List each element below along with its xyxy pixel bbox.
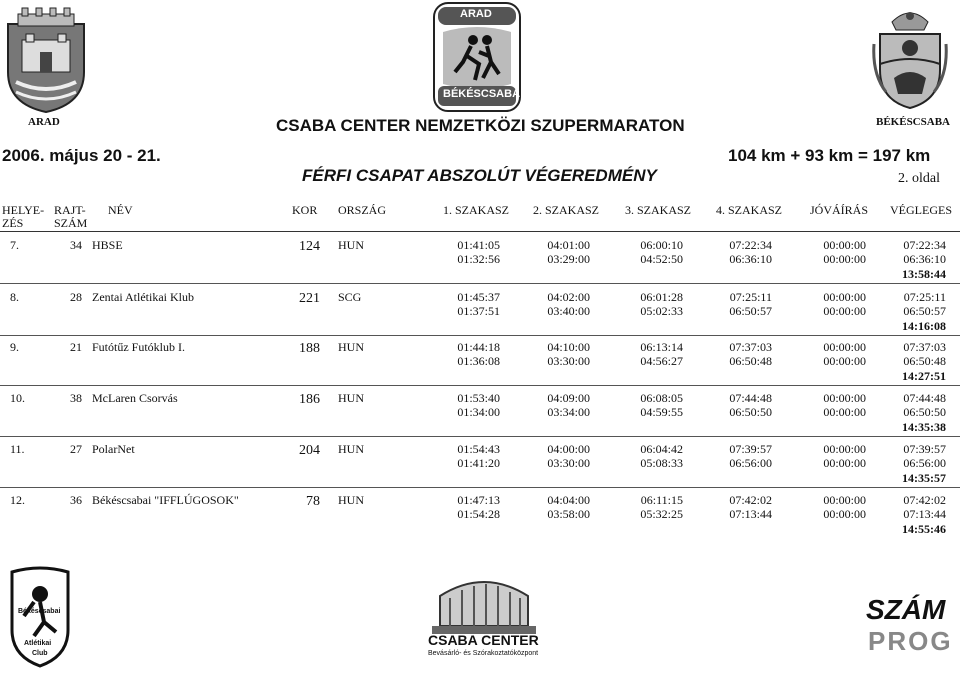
row-time-b: 03:30:00 bbox=[547, 354, 590, 368]
row-time-a: 07:37:03 bbox=[903, 340, 946, 354]
row-time-b: 00:00:00 bbox=[823, 507, 866, 521]
row-team-name: McLaren Csorvás bbox=[92, 391, 178, 405]
row-total-time: 14:35:57 bbox=[902, 471, 946, 485]
row-time-a: 04:00:00 bbox=[547, 442, 590, 456]
row-place: 9. bbox=[10, 340, 19, 354]
row-place: 10. bbox=[10, 391, 25, 405]
sponsor-tagline: Bevásárló- és Szórakoztatóközpont bbox=[428, 650, 539, 657]
row-time-b: 01:32:56 bbox=[457, 252, 500, 266]
city-right-label: BÉKÉSCSABA bbox=[876, 116, 950, 128]
row-country: HUN bbox=[338, 442, 364, 456]
row-age: 186 bbox=[299, 392, 320, 407]
row-time-a: 07:22:34 bbox=[903, 238, 946, 252]
col-final: VÉGLEGES bbox=[890, 203, 952, 217]
row-total-time: 14:16:08 bbox=[902, 319, 946, 333]
row-time-b: 03:29:00 bbox=[547, 252, 590, 266]
row-country: HUN bbox=[338, 493, 364, 507]
results-subtitle: FÉRFI CSAPAT ABSZOLÚT VÉGEREDMÉNY bbox=[302, 166, 657, 185]
row-time-a: 07:42:02 bbox=[729, 493, 772, 507]
city-left-label: ARAD bbox=[28, 116, 60, 128]
row-time-b: 01:54:28 bbox=[457, 507, 500, 521]
col-stage-4: 4. SZAKASZ bbox=[716, 203, 783, 217]
row-time-a: 07:44:48 bbox=[729, 391, 772, 405]
row-time-b: 03:58:00 bbox=[547, 507, 590, 521]
row-time-a: 01:54:43 bbox=[457, 442, 500, 456]
row-bib: 34 bbox=[70, 238, 82, 252]
club-logo-text-2: Atlétikai bbox=[24, 640, 52, 647]
row-time-a: 04:02:00 bbox=[547, 290, 590, 304]
row-country: HUN bbox=[338, 391, 364, 405]
row-time-a: 00:00:00 bbox=[823, 340, 866, 354]
row-time-b: 00:00:00 bbox=[823, 354, 866, 368]
sponsor-name: CSABA CENTER bbox=[428, 632, 539, 648]
row-time-a: 01:45:37 bbox=[457, 290, 500, 304]
row-time-a: 04:01:00 bbox=[547, 238, 590, 252]
row-total-time: 14:55:46 bbox=[902, 522, 946, 536]
row-team-name: Futótűz Futóklub I. bbox=[92, 340, 186, 354]
row-time-b: 01:34:00 bbox=[457, 405, 500, 419]
row-time-b: 00:00:00 bbox=[823, 405, 866, 419]
row-time-a: 04:09:00 bbox=[547, 391, 590, 405]
row-time-a: 07:22:34 bbox=[729, 238, 772, 252]
row-place: 7. bbox=[10, 238, 19, 252]
event-date: 2006. május 20 - 21. bbox=[2, 146, 161, 165]
row-total-time: 13:58:44 bbox=[902, 267, 946, 281]
row-time-a: 06:11:15 bbox=[640, 493, 683, 507]
col-stage-1: 1. SZAKASZ bbox=[443, 203, 510, 217]
arad-coat-of-arms-logo bbox=[2, 6, 90, 114]
row-time-b: 07:13:44 bbox=[903, 507, 946, 521]
row-time-b: 00:00:00 bbox=[823, 252, 866, 266]
row-time-a: 04:04:00 bbox=[547, 493, 590, 507]
row-time-b: 06:50:50 bbox=[903, 405, 946, 419]
row-bib: 38 bbox=[70, 391, 82, 405]
row-place: 12. bbox=[10, 493, 25, 507]
row-time-a: 01:53:40 bbox=[457, 391, 500, 405]
row-bib: 36 bbox=[70, 493, 82, 507]
row-time-a: 07:39:57 bbox=[903, 442, 946, 456]
row-place: 8. bbox=[10, 290, 19, 304]
row-separator bbox=[0, 283, 960, 284]
row-separator bbox=[0, 335, 960, 336]
row-time-b: 06:50:50 bbox=[729, 405, 772, 419]
row-time-b: 04:59:55 bbox=[640, 405, 683, 419]
col-age: KOR bbox=[292, 203, 318, 217]
col-stage-3: 3. SZAKASZ bbox=[625, 203, 692, 217]
row-time-b: 01:37:51 bbox=[457, 304, 500, 318]
row-time-a: 07:25:11 bbox=[903, 290, 946, 304]
club-logo-text-3: Club bbox=[32, 650, 48, 657]
row-time-b: 00:00:00 bbox=[823, 456, 866, 470]
row-time-b: 06:36:10 bbox=[729, 252, 772, 266]
row-time-b: 05:32:25 bbox=[640, 507, 683, 521]
page-number: 2. oldal bbox=[898, 171, 940, 186]
col-bib-2: SZÁM bbox=[54, 216, 88, 230]
event-distance: 104 km + 93 km = 197 km bbox=[728, 146, 931, 165]
row-time-a: 06:08:05 bbox=[640, 391, 683, 405]
row-time-b: 04:52:50 bbox=[640, 252, 683, 266]
logo-bottom-text: BÉKÉSCSABA bbox=[443, 88, 521, 100]
row-time-a: 01:41:05 bbox=[457, 238, 500, 252]
row-bib: 21 bbox=[70, 340, 82, 354]
row-time-a: 00:00:00 bbox=[823, 391, 866, 405]
col-bib: RAJT- bbox=[54, 203, 86, 217]
bekescsaba-coat-of-arms-logo bbox=[872, 4, 948, 112]
row-time-b: 04:56:27 bbox=[640, 354, 683, 368]
row-time-a: 06:13:14 bbox=[640, 340, 683, 354]
row-time-b: 03:34:00 bbox=[547, 405, 590, 419]
event-title: CSABA CENTER NEMZETKÖZI SZUPERMARATON bbox=[276, 116, 685, 135]
row-country: HUN bbox=[338, 340, 364, 354]
row-separator bbox=[0, 436, 960, 437]
row-team-name: Zentai Atlétikai Klub bbox=[92, 290, 194, 304]
col-country: ORSZÁG bbox=[338, 203, 387, 217]
row-time-a: 04:10:00 bbox=[547, 340, 590, 354]
col-credit: JÓVÁÍRÁS bbox=[810, 203, 869, 217]
row-time-a: 01:44:18 bbox=[457, 340, 500, 354]
row-time-b: 06:50:57 bbox=[903, 304, 946, 318]
col-name: NÉV bbox=[108, 203, 133, 217]
row-age: 124 bbox=[299, 239, 320, 254]
row-team-name: Békéscsabai "IFFLÚGOSOK" bbox=[92, 493, 239, 507]
timing-logo-line-1: SZÁM bbox=[866, 594, 946, 625]
row-age: 204 bbox=[299, 443, 320, 458]
row-bib: 27 bbox=[70, 442, 82, 456]
row-separator bbox=[0, 487, 960, 488]
row-time-b: 06:50:57 bbox=[729, 304, 772, 318]
row-time-b: 03:30:00 bbox=[547, 456, 590, 470]
row-time-b: 01:36:08 bbox=[457, 354, 500, 368]
row-time-b: 07:13:44 bbox=[729, 507, 772, 521]
row-time-a: 06:04:42 bbox=[640, 442, 683, 456]
col-place-2: ZÉS bbox=[2, 216, 24, 230]
row-time-a: 00:00:00 bbox=[823, 290, 866, 304]
row-time-a: 00:00:00 bbox=[823, 442, 866, 456]
row-time-b: 00:00:00 bbox=[823, 304, 866, 318]
header-rule bbox=[0, 231, 960, 232]
col-stage-2: 2. SZAKASZ bbox=[533, 203, 600, 217]
logo-top-text: ARAD bbox=[460, 8, 492, 20]
row-time-b: 06:56:00 bbox=[729, 456, 772, 470]
row-total-time: 14:27:51 bbox=[902, 369, 946, 383]
row-time-b: 05:08:33 bbox=[640, 456, 683, 470]
timing-logo-line-2: PROG bbox=[868, 626, 953, 656]
row-time-a: 00:00:00 bbox=[823, 493, 866, 507]
row-time-b: 06:56:00 bbox=[903, 456, 946, 470]
row-time-b: 06:50:48 bbox=[729, 354, 772, 368]
row-time-a: 06:01:28 bbox=[640, 290, 683, 304]
club-logo-text-1: Békéscsabai bbox=[18, 608, 61, 615]
row-time-b: 03:40:00 bbox=[547, 304, 590, 318]
row-place: 11. bbox=[10, 442, 25, 456]
row-country: HUN bbox=[338, 238, 364, 252]
row-time-a: 07:42:02 bbox=[903, 493, 946, 507]
row-separator bbox=[0, 385, 960, 386]
row-time-b: 06:36:10 bbox=[903, 252, 946, 266]
row-time-a: 01:47:13 bbox=[457, 493, 500, 507]
row-age: 188 bbox=[299, 341, 320, 356]
row-total-time: 14:35:38 bbox=[902, 420, 946, 434]
row-time-a: 00:00:00 bbox=[823, 238, 866, 252]
row-time-a: 06:00:10 bbox=[640, 238, 683, 252]
row-time-b: 06:50:48 bbox=[903, 354, 946, 368]
row-time-a: 07:44:48 bbox=[903, 391, 946, 405]
row-age: 221 bbox=[299, 291, 320, 306]
row-country: SCG bbox=[338, 290, 362, 304]
row-time-b: 05:02:33 bbox=[640, 304, 683, 318]
row-bib: 28 bbox=[70, 290, 82, 304]
row-time-a: 07:25:11 bbox=[729, 290, 772, 304]
row-age: 78 bbox=[306, 494, 320, 509]
row-team-name: PolarNet bbox=[92, 442, 135, 456]
row-team-name: HBSE bbox=[92, 238, 123, 252]
col-place: HELYE- bbox=[2, 203, 45, 217]
row-time-a: 07:37:03 bbox=[729, 340, 772, 354]
row-time-b: 01:41:20 bbox=[457, 456, 500, 470]
row-time-a: 07:39:57 bbox=[729, 442, 772, 456]
